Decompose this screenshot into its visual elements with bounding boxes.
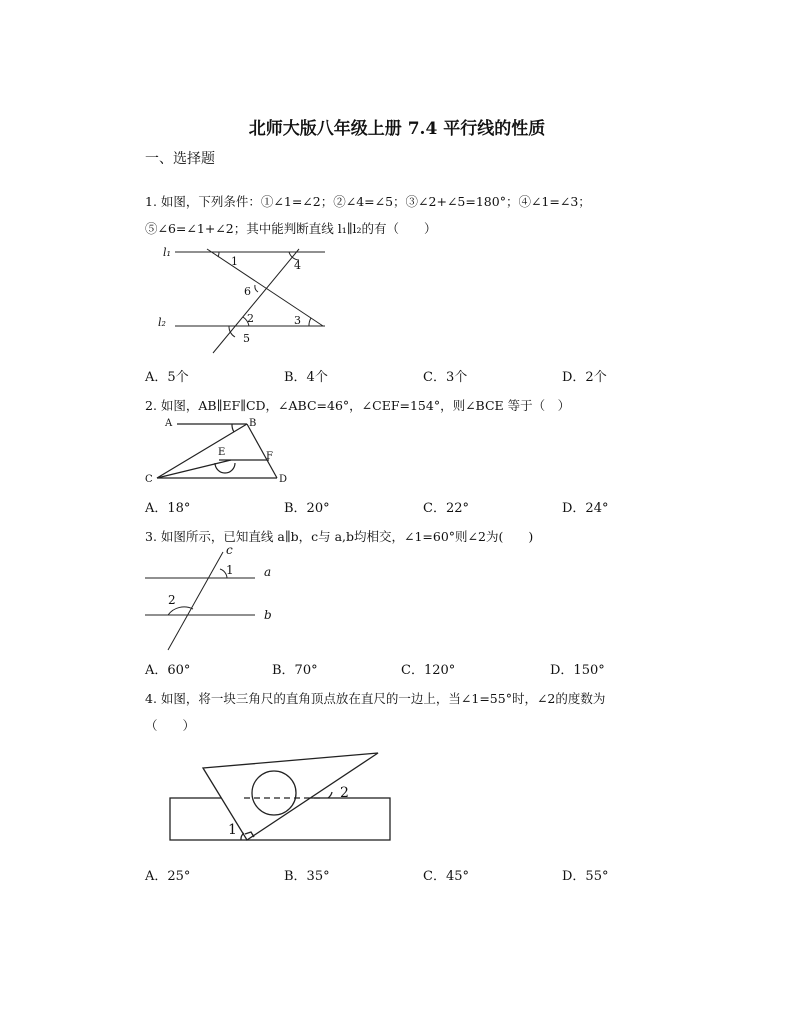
q3-option-b: B．70° <box>272 663 318 678</box>
q4-option-b: B．35° <box>284 869 330 884</box>
angle-arc-1 <box>218 252 219 257</box>
q1-option-a: A．5个 <box>145 370 189 385</box>
label-line-b: b <box>264 608 272 622</box>
label-angle-2: 2 <box>247 312 254 325</box>
label-l2: l₂ <box>158 316 166 329</box>
angle-arc-2 <box>328 792 332 798</box>
q4-option-a: A．25° <box>145 869 191 884</box>
label-point-d: D <box>279 474 288 485</box>
q3-option-a: A．60° <box>145 663 191 678</box>
angle-arc-1 <box>241 833 244 840</box>
line-c <box>168 552 223 650</box>
q2-option-b: B．20° <box>284 501 330 516</box>
section-heading: 一、选择题 <box>145 151 215 167</box>
label-angle-1: 1 <box>228 822 237 838</box>
segment-ce <box>157 460 231 478</box>
q4-text-line2: （ ） <box>145 718 196 733</box>
q2-text: 2. 如图，AB∥EF∥CD，∠ABC=46°，∠CEF=154°，则∠BCE 等于（ ） <box>145 398 571 413</box>
label-angle-4: 4 <box>294 259 301 272</box>
q3-figure <box>140 542 285 652</box>
label-angle-2: 2 <box>340 785 349 801</box>
q4-figure <box>165 750 395 845</box>
label-line-a: a <box>264 565 272 579</box>
label-point-c: C <box>145 474 153 485</box>
q1-option-c: C．3个 <box>423 370 468 385</box>
label-point-e: E <box>218 447 226 458</box>
angle-arc-cef <box>215 463 235 473</box>
q1-option-b: B．4个 <box>284 370 328 385</box>
label-l1: l₁ <box>163 246 171 259</box>
label-point-f: F <box>266 451 273 462</box>
label-angle-1: 1 <box>226 563 234 577</box>
q2-option-a: A．18° <box>145 501 191 516</box>
q3-text: 3. 如图所示，已知直线 a∥b，c与 a,b均相交，∠1=60°则∠2为( ) <box>145 529 534 544</box>
transversal-1 <box>207 249 323 326</box>
q1-option-d: D．2个 <box>562 370 607 385</box>
label-angle-6: 6 <box>244 285 251 298</box>
label-angle-3: 3 <box>294 314 301 327</box>
q1-text-line2: ⑤∠6=∠1+∠2；其中能判断直线 l₁∥l₂的有（ ） <box>145 221 437 236</box>
q4-option-c: C．45° <box>423 869 469 884</box>
page-title: 北师大版八年级上册 7.4 平行线的性质 <box>248 119 546 139</box>
angle-arc-2 <box>168 607 193 615</box>
q2-option-d: D．24° <box>562 501 609 516</box>
angle-arc-6 <box>255 285 258 292</box>
angle-arc-abc <box>232 424 234 432</box>
q1-figure <box>155 245 345 357</box>
q4-text-line1: 4. 如图，将一块三角尺的直角顶点放在直尺的一边上，当∠1=55°时，∠2的度数为 <box>145 691 606 706</box>
label-angle-5: 5 <box>243 332 250 345</box>
q4-option-d: D．55° <box>562 869 609 884</box>
q3-option-d: D．150° <box>550 663 605 678</box>
label-angle-1: 1 <box>231 255 238 268</box>
q2-figure <box>145 415 300 485</box>
label-point-b: B <box>249 418 257 429</box>
label-angle-2: 2 <box>168 593 176 607</box>
q3-option-c: C．120° <box>401 663 456 678</box>
label-line-c: c <box>226 543 233 557</box>
q2-option-c: C．22° <box>423 501 469 516</box>
q1-text-line1: 1. 如图，下列条件：①∠1=∠2；②∠4=∠5；③∠2+∠5=180°；④∠1=∠3； <box>145 194 591 209</box>
angle-arc-3 <box>309 318 311 326</box>
label-point-a: A <box>165 418 173 429</box>
